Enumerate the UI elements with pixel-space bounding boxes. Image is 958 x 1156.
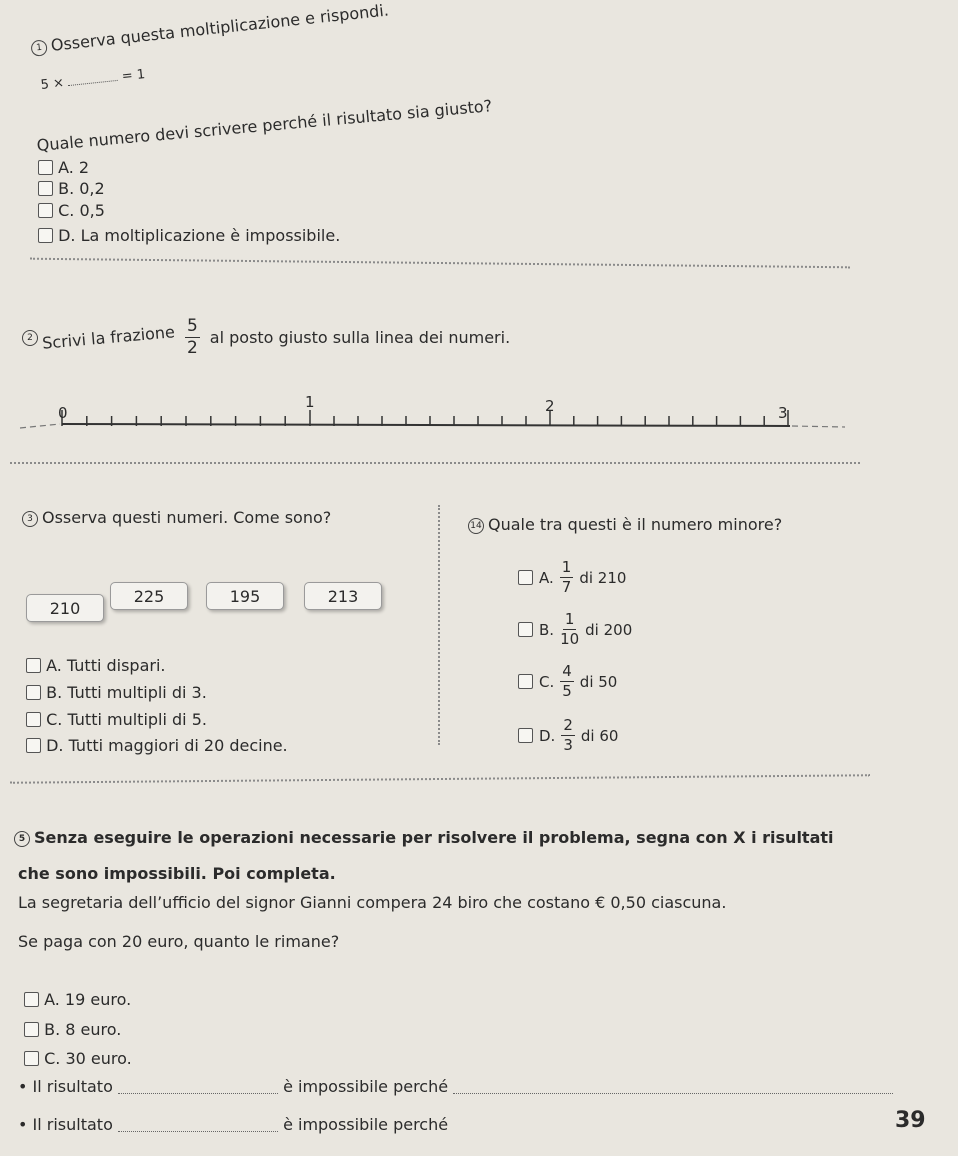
nl-label-2: 2: [545, 397, 555, 415]
ex3-option-b[interactable]: B. Tutti multipli di 3.: [26, 683, 207, 702]
ex2-number-icon: 2: [22, 330, 38, 346]
ex5-option-c[interactable]: C. 30 euro.: [24, 1049, 132, 1068]
number-card-210: 210: [26, 594, 104, 622]
ex1-option-b[interactable]: B. 0,2: [38, 179, 105, 198]
nl-label-3: 3: [778, 404, 788, 422]
nl-label-1: 1: [305, 393, 315, 411]
ex1-option-c[interactable]: C. 0,5: [38, 201, 105, 220]
checkbox[interactable]: [518, 622, 533, 637]
divider: [10, 774, 870, 784]
ex1-instruction: 1 Osserva questa moltiplicazione e rispondi.: [30, 0, 390, 56]
ex14-option-d[interactable]: D. $\frac{2}{3}$ di 60: [518, 718, 618, 753]
checkbox[interactable]: [24, 1051, 39, 1066]
checkbox[interactable]: [38, 160, 53, 175]
ex5-complete-line-2: • Il risultato è impossibile perché: [18, 1115, 449, 1134]
number-line: [0, 380, 958, 450]
ex1-number-icon: 1: [30, 39, 48, 57]
checkbox[interactable]: [38, 203, 53, 218]
answer-blank[interactable]: [118, 1079, 278, 1094]
ex3-number-icon: 3: [22, 511, 38, 527]
checkbox[interactable]: [26, 658, 41, 673]
ex5-instruction-2: che sono impossibili. Poi completa.: [18, 864, 336, 883]
checkbox[interactable]: [24, 1022, 39, 1037]
ex5-number-icon: 5: [14, 831, 30, 847]
nl-label-0: 0: [58, 404, 68, 422]
checkbox[interactable]: [38, 181, 53, 196]
checkbox[interactable]: [518, 570, 533, 585]
ex2-instruction: 2 Scrivi la frazione $\frac{5}{2}$ al posto giusto sulla linea dei numeri.: [22, 318, 510, 357]
ex5-problem-2: Se paga con 20 euro, quanto le rimane?: [18, 932, 340, 951]
page-number: 39: [895, 1108, 926, 1133]
number-card-225: 225: [110, 582, 188, 610]
ex14-question: 14 Quale tra questi è il numero minore?: [468, 515, 782, 534]
checkbox[interactable]: [26, 685, 41, 700]
ex3-question: 3 Osserva questi numeri. Come sono?: [22, 508, 331, 527]
column-separator: [438, 505, 440, 745]
ex14-option-c[interactable]: C. $\frac{4}{5}$ di 50: [518, 664, 617, 699]
ex3-option-a[interactable]: A. Tutti dispari.: [26, 656, 166, 675]
ex14-number-icon: 14: [468, 518, 484, 534]
divider: [30, 258, 850, 269]
divider: [10, 462, 860, 464]
ex1-option-a[interactable]: A. 2: [38, 158, 89, 177]
ex3-option-d[interactable]: D. Tutti maggiori di 20 decine.: [26, 736, 288, 755]
ex5-option-b[interactable]: B. 8 euro.: [24, 1020, 121, 1039]
checkbox[interactable]: [24, 992, 39, 1007]
answer-blank[interactable]: [453, 1079, 893, 1094]
ex3-option-c[interactable]: C. Tutti multipli di 5.: [26, 710, 207, 729]
answer-blank[interactable]: [118, 1117, 278, 1132]
ex5-option-a[interactable]: A. 19 euro.: [24, 990, 131, 1009]
ex5-instruction-1: 5 Senza eseguire le operazioni necessarie per risolvere il problema, segna con X i risultati: [14, 828, 834, 847]
checkbox[interactable]: [38, 228, 53, 243]
number-card-195: 195: [206, 582, 284, 610]
ex14-option-b[interactable]: B. $\frac{1}{10}$ di 200: [518, 612, 632, 647]
ex1-question: Quale numero devi scrivere perché il risultato sia giusto?: [36, 96, 493, 155]
ex5-complete-line-1: • Il risultato è impossibile perché: [18, 1077, 893, 1096]
checkbox[interactable]: [26, 738, 41, 753]
number-card-213: 213: [304, 582, 382, 610]
ex1-equation: 5 × = 1: [40, 67, 146, 93]
checkbox[interactable]: [518, 728, 533, 743]
checkbox[interactable]: [26, 712, 41, 727]
fraction-5-2: $\frac{5}{2}$: [186, 316, 198, 358]
ex14-option-a[interactable]: A. $\frac{1}{7}$ di 210: [518, 560, 626, 595]
checkbox[interactable]: [518, 674, 533, 689]
ex5-problem-1: La segretaria dell’ufficio del signor Gianni compera 24 biro che costano € 0,50 ciascuna.: [18, 893, 727, 912]
ex1-option-d[interactable]: D. La moltiplicazione è impossibile.: [38, 226, 340, 245]
